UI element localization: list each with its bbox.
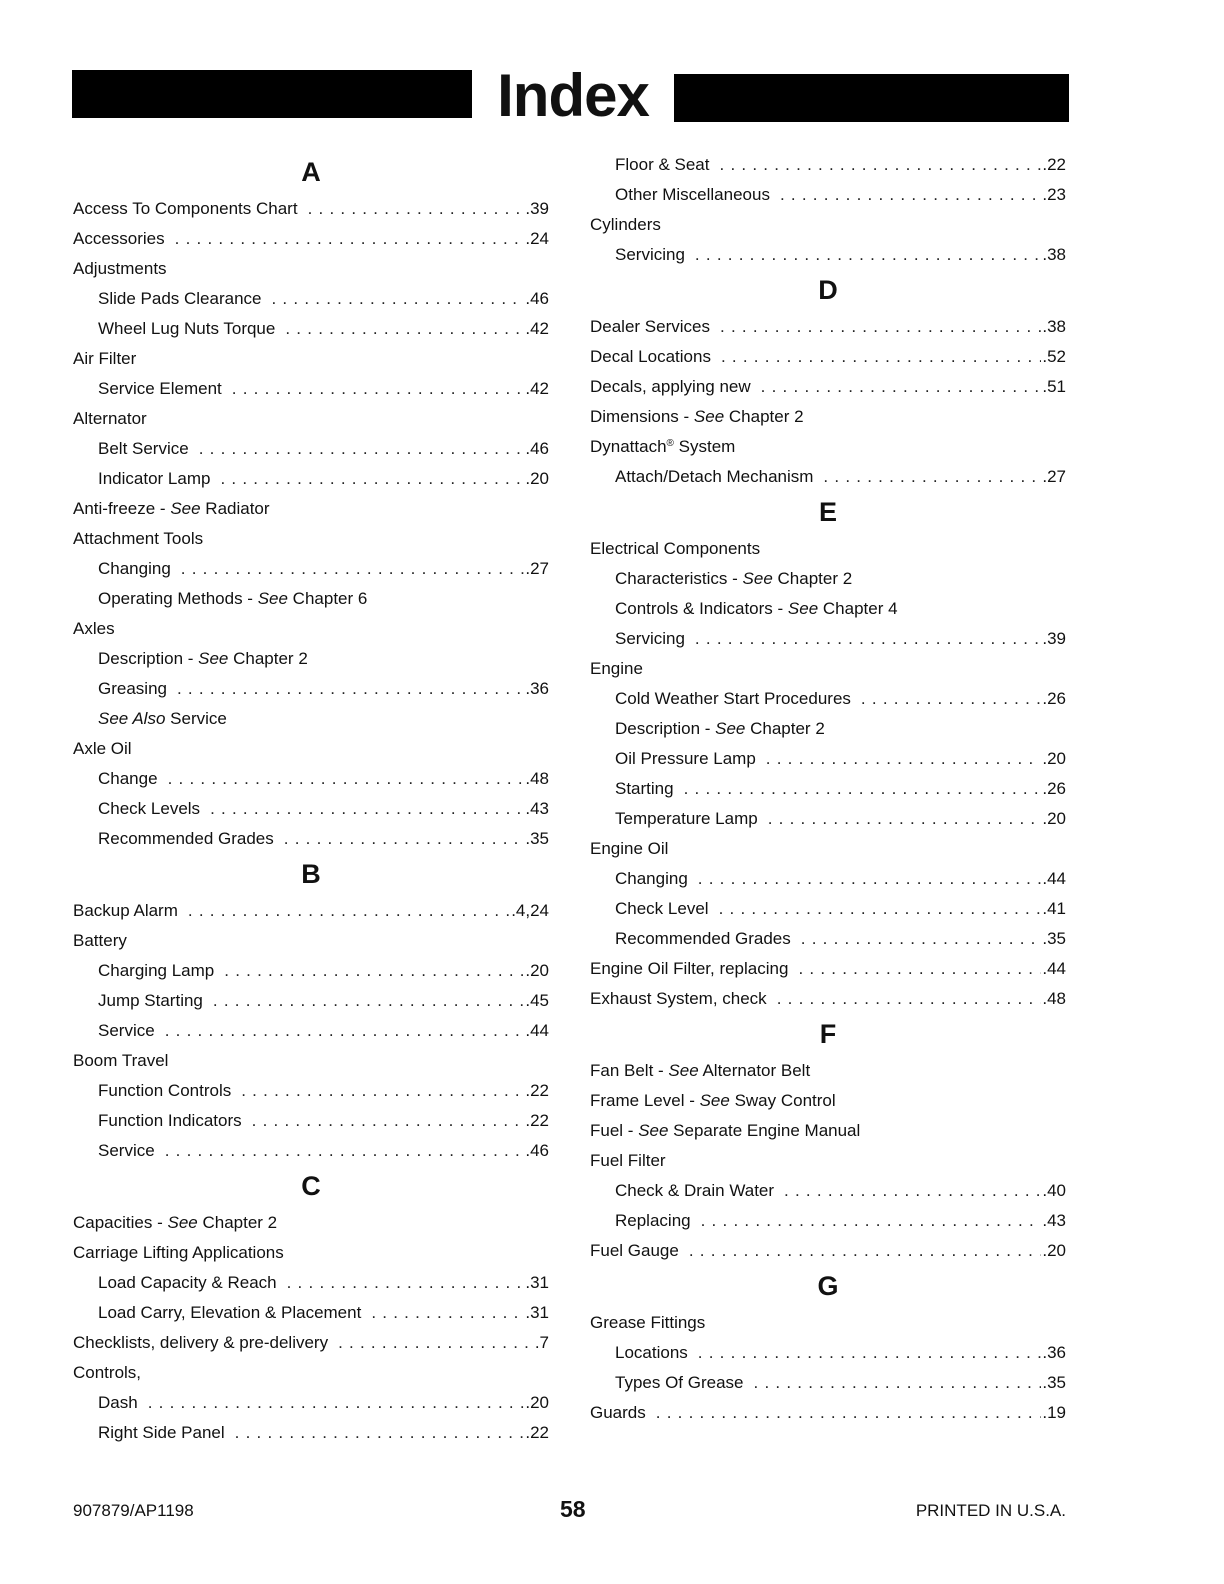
index-subentry: Function Controls . . . .22 xyxy=(73,1076,549,1106)
index-subentry: Recommended Grades . . . .35 xyxy=(73,824,549,854)
index-entry: Engine Oil Filter, replacing . . . .44 xyxy=(590,954,1066,984)
index-entry: Fuel Gauge . . . .20 xyxy=(590,1236,1066,1266)
index-heading: Dynattach® System xyxy=(590,437,736,456)
index-heading: Grease Fittings xyxy=(590,1313,706,1332)
index-heading: Axles xyxy=(73,619,115,638)
index-subentry: Load Carry, Elevation & Placement . . . .31 xyxy=(73,1298,549,1328)
index-heading: Fuel Filter xyxy=(590,1151,666,1170)
index-heading: Adjustments xyxy=(73,259,167,278)
index-heading: Cylinders xyxy=(590,215,661,234)
index-subentry: Check Levels . . . .43 xyxy=(73,794,549,824)
index-heading: Battery xyxy=(73,931,127,950)
printed-notice: PRINTED IN U.S.A. xyxy=(915,1501,1066,1520)
index-subentry: Load Capacity & Reach . . . .31 xyxy=(73,1268,549,1298)
index-subentry: Recommended Grades . . . .35 xyxy=(590,924,1066,954)
index-cross-reference: See Also Service xyxy=(98,709,227,728)
index-subentry: Change . . . .48 xyxy=(73,764,549,794)
index-subentry: Servicing . . . .38 xyxy=(590,240,1066,270)
index-subentry: Oil Pressure Lamp . . . .20 xyxy=(590,744,1066,774)
index-subentry: Replacing . . . .43 xyxy=(590,1206,1066,1236)
index-heading: Engine xyxy=(590,659,643,678)
index-entry: Checklists, delivery & pre-delivery . . . .7 xyxy=(73,1328,549,1358)
index-subentry: Charging Lamp . . . .20 xyxy=(73,956,549,986)
index-subentry: Attach/Detach Mechanism . . . .27 xyxy=(590,462,1066,492)
index-heading: Carriage Lifting Applications xyxy=(73,1243,284,1262)
index-entry: Backup Alarm . . . .4,24 xyxy=(73,896,549,926)
index-subentry: Slide Pads Clearance . . . .46 xyxy=(73,284,549,314)
page-title: Index xyxy=(497,62,649,129)
index-subentry: Wheel Lug Nuts Torque . . . .42 xyxy=(73,314,549,344)
index-subentry: Temperature Lamp . . . .20 xyxy=(590,804,1066,834)
section-heading-c: C xyxy=(301,1171,321,1201)
index-entry: Access To Components Chart . . . .39 xyxy=(73,194,549,224)
section-heading-d: D xyxy=(818,275,838,305)
section-heading-g: G xyxy=(817,1271,839,1301)
index-subentry: Function Indicators . . . .22 xyxy=(73,1106,549,1136)
section-heading-f: F xyxy=(819,1019,837,1049)
page-number: 58 xyxy=(560,1496,586,1522)
section-heading-b: B xyxy=(301,859,321,889)
index-entry: Dealer Services . . . .38 xyxy=(590,312,1066,342)
index-heading: Controls, xyxy=(73,1363,142,1382)
index-cross-reference: Description - See Chapter 2 xyxy=(98,649,308,668)
index-subentry: Other Miscellaneous . . . .23 xyxy=(590,180,1066,210)
index-subentry: Floor & Seat . . . .22 xyxy=(590,150,1066,180)
index-cross-reference: Description - See Chapter 2 xyxy=(615,719,825,738)
index-cross-reference: Operating Methods - See Chapter 6 xyxy=(98,589,368,608)
index-heading: Boom Travel xyxy=(73,1051,169,1070)
document-number: 907879/AP1198 xyxy=(73,1501,194,1520)
index-cross-reference: Fuel - See Separate Engine Manual xyxy=(590,1121,861,1140)
index-cross-reference: Controls & Indicators - See Chapter 4 xyxy=(615,599,898,618)
index-entry: Decal Locations . . . .52 xyxy=(590,342,1066,372)
index-subentry: Service . . . .46 xyxy=(73,1136,549,1166)
index-subentry: Check Level . . . .41 xyxy=(590,894,1066,924)
index-cross-reference: Frame Level - See Sway Control xyxy=(590,1091,836,1110)
index-cross-reference: Capacities - See Chapter 2 xyxy=(73,1213,278,1232)
index-cross-reference: Fan Belt - See Alternator Belt xyxy=(590,1061,811,1080)
index-entry: Decals, applying new . . . .51 xyxy=(590,372,1066,402)
index-heading: Alternator xyxy=(73,409,147,428)
index-subentry: Types Of Grease . . . .35 xyxy=(590,1368,1066,1398)
index-subentry: Indicator Lamp . . . .20 xyxy=(73,464,549,494)
index-entry: Guards . . . .19 xyxy=(590,1398,1066,1428)
index-entry: Accessories . . . .24 xyxy=(73,224,549,254)
index-cross-reference: Anti-freeze - See Radiator xyxy=(73,499,270,518)
index-heading: Axle Oil xyxy=(73,739,132,758)
index-cross-reference: Dimensions - See Chapter 2 xyxy=(590,407,804,426)
index-heading: Attachment Tools xyxy=(73,529,204,548)
index-cross-reference: Characteristics - See Chapter 2 xyxy=(615,569,853,588)
title-bar-left xyxy=(72,70,472,118)
index-subentry: Service Element . . . .42 xyxy=(73,374,549,404)
index-subentry: Dash . . . .20 xyxy=(73,1388,549,1418)
section-heading-e: E xyxy=(818,497,837,527)
index-subentry: Service . . . .44 xyxy=(73,1016,549,1046)
index-heading: Engine Oil xyxy=(590,839,669,858)
title-bar-right xyxy=(674,74,1069,122)
index-heading: Air Filter xyxy=(73,349,137,368)
index-entry: Exhaust System, check . . . .48 xyxy=(590,984,1066,1014)
section-heading-a: A xyxy=(301,157,321,187)
index-subentry: Changing . . . .27 xyxy=(73,554,549,584)
index-subentry: Jump Starting . . . .45 xyxy=(73,986,549,1016)
index-subentry: Locations . . . .36 xyxy=(590,1338,1066,1368)
index-subentry: Right Side Panel . . . .22 xyxy=(73,1418,549,1448)
index-subentry: Cold Weather Start Procedures . . . .26 xyxy=(590,684,1066,714)
left-column xyxy=(73,152,549,1448)
index-subentry: Greasing . . . .36 xyxy=(73,674,549,704)
index-subentry: Starting . . . .26 xyxy=(590,774,1066,804)
index-subentry: Belt Service . . . .46 xyxy=(73,434,549,464)
index-subentry: Changing . . . .44 xyxy=(590,864,1066,894)
index-subentry: Check & Drain Water . . . .40 xyxy=(590,1176,1066,1206)
index-heading: Electrical Components xyxy=(590,539,761,558)
index-subentry: Servicing . . . .39 xyxy=(590,624,1066,654)
right-column xyxy=(590,150,1066,1428)
